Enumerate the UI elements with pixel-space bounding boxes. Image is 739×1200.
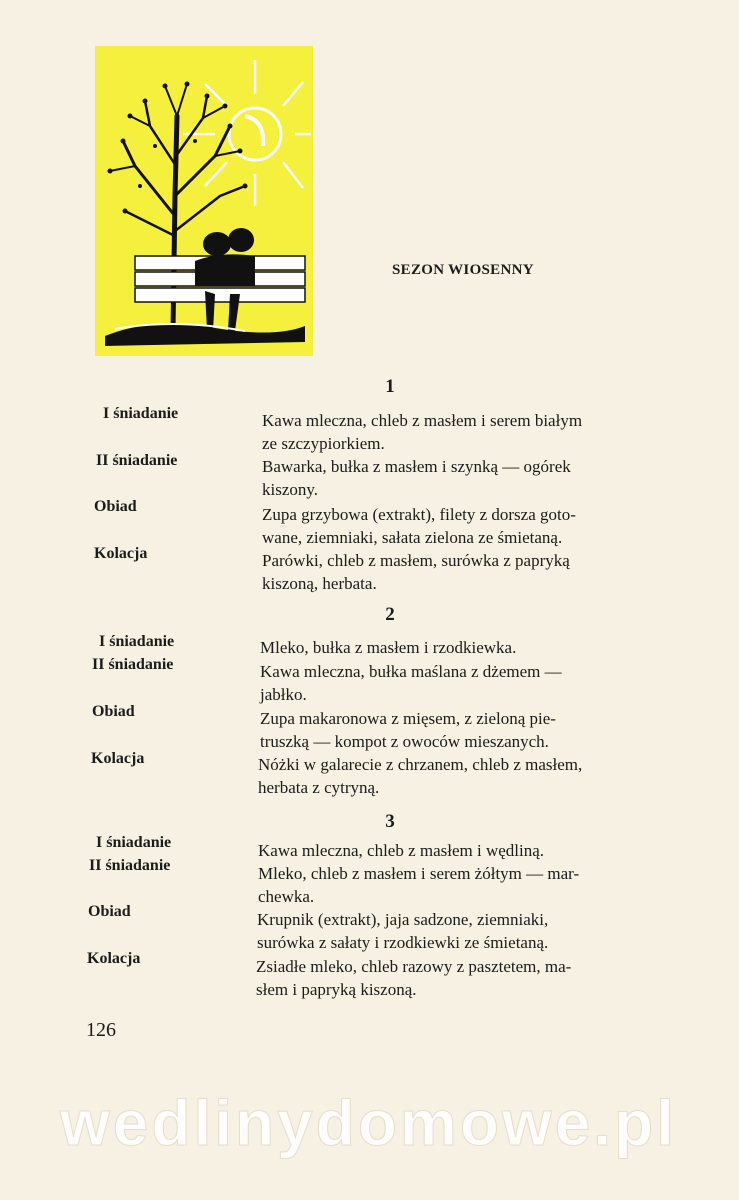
meal-description	[260, 707, 686, 753]
meal-line: Mleko, bułka z masłem i rzodkiewka.	[260, 638, 517, 657]
meal-description	[260, 636, 686, 659]
page-number: 126	[86, 1019, 116, 1041]
meal-label: Kolacja	[87, 950, 141, 967]
meal-line: Bawarka, bułka z masłem i szynką — ogórek	[262, 457, 571, 476]
meal-label: II śniadanie	[89, 857, 171, 874]
meal-label: Kolacja	[91, 750, 145, 767]
meal-line: Zsiadłe mleko, chleb razowy z pasztetem, ma-	[256, 957, 572, 976]
meal-label: I śniadanie	[103, 405, 179, 422]
meal-line: wane, ziemniaki, sałata zielona ze śmietaną.	[262, 528, 563, 547]
meal-line: herbata z cytryną.	[258, 778, 380, 797]
meal-line: ze szczypiorkiem.	[262, 434, 385, 453]
meal-description	[258, 839, 684, 862]
menu-number: 2	[385, 604, 395, 625]
meal-line: jabłko.	[260, 685, 307, 704]
meal-description	[258, 862, 684, 908]
meal-description	[262, 549, 688, 595]
meal-line: Kawa mleczna, chleb z masłem i wędliną.	[258, 841, 545, 860]
watermark: wedlinydomowe.pl	[60, 1087, 677, 1159]
meal-line: kiszoną, herbata.	[262, 574, 377, 593]
meal-line: Zupa grzybowa (extrakt), filety z dorsza goto-	[262, 505, 576, 524]
meal-description	[256, 955, 682, 1001]
season-title: SEZON WIOSENNY	[392, 262, 534, 278]
meal-label: II śniadanie	[96, 452, 178, 469]
spring-illustration	[95, 46, 313, 356]
meal-line: słem i papryką kiszoną.	[256, 980, 417, 999]
menu-number: 1	[385, 376, 395, 397]
meal-label: Kolacja	[94, 545, 148, 562]
meal-label: Obiad	[94, 498, 137, 515]
meal-line: Kawa mleczna, bułka maślana z dżemem —	[260, 662, 562, 681]
meal-line: Nóżki w galarecie z chrzanem, chleb z masłem,	[258, 755, 583, 774]
meal-description	[257, 908, 683, 954]
meal-description	[260, 660, 686, 706]
meal-line: Parówki, chleb z masłem, surówka z papryką	[262, 551, 570, 570]
meal-description	[262, 455, 688, 501]
meal-description	[262, 503, 688, 549]
meal-line: Zupa makaronowa z mięsem, z zieloną pie-	[260, 709, 556, 728]
meal-description	[258, 753, 684, 799]
meal-label: Obiad	[92, 703, 135, 720]
meal-line: kiszony.	[262, 480, 319, 499]
meal-line: Mleko, chleb z masłem i serem żółtym — mar-	[258, 864, 580, 883]
meal-label: Obiad	[88, 903, 131, 920]
meal-line: truszką — kompot z owoców mieszanych.	[260, 732, 549, 751]
meal-label: I śniadanie	[96, 834, 172, 851]
menu-number: 3	[385, 811, 395, 832]
meal-line: Krupnik (extrakt), jaja sadzone, ziemniaki,	[257, 910, 549, 929]
meal-description	[262, 409, 688, 455]
meal-line: Kawa mleczna, chleb z masłem i serem białym	[262, 411, 583, 430]
meal-label: I śniadanie	[99, 633, 175, 650]
meal-line: surówka z sałaty i rzodkiewki ze śmietaną.	[257, 933, 549, 952]
meal-line: chewka.	[258, 887, 315, 906]
meal-label: II śniadanie	[92, 656, 174, 673]
